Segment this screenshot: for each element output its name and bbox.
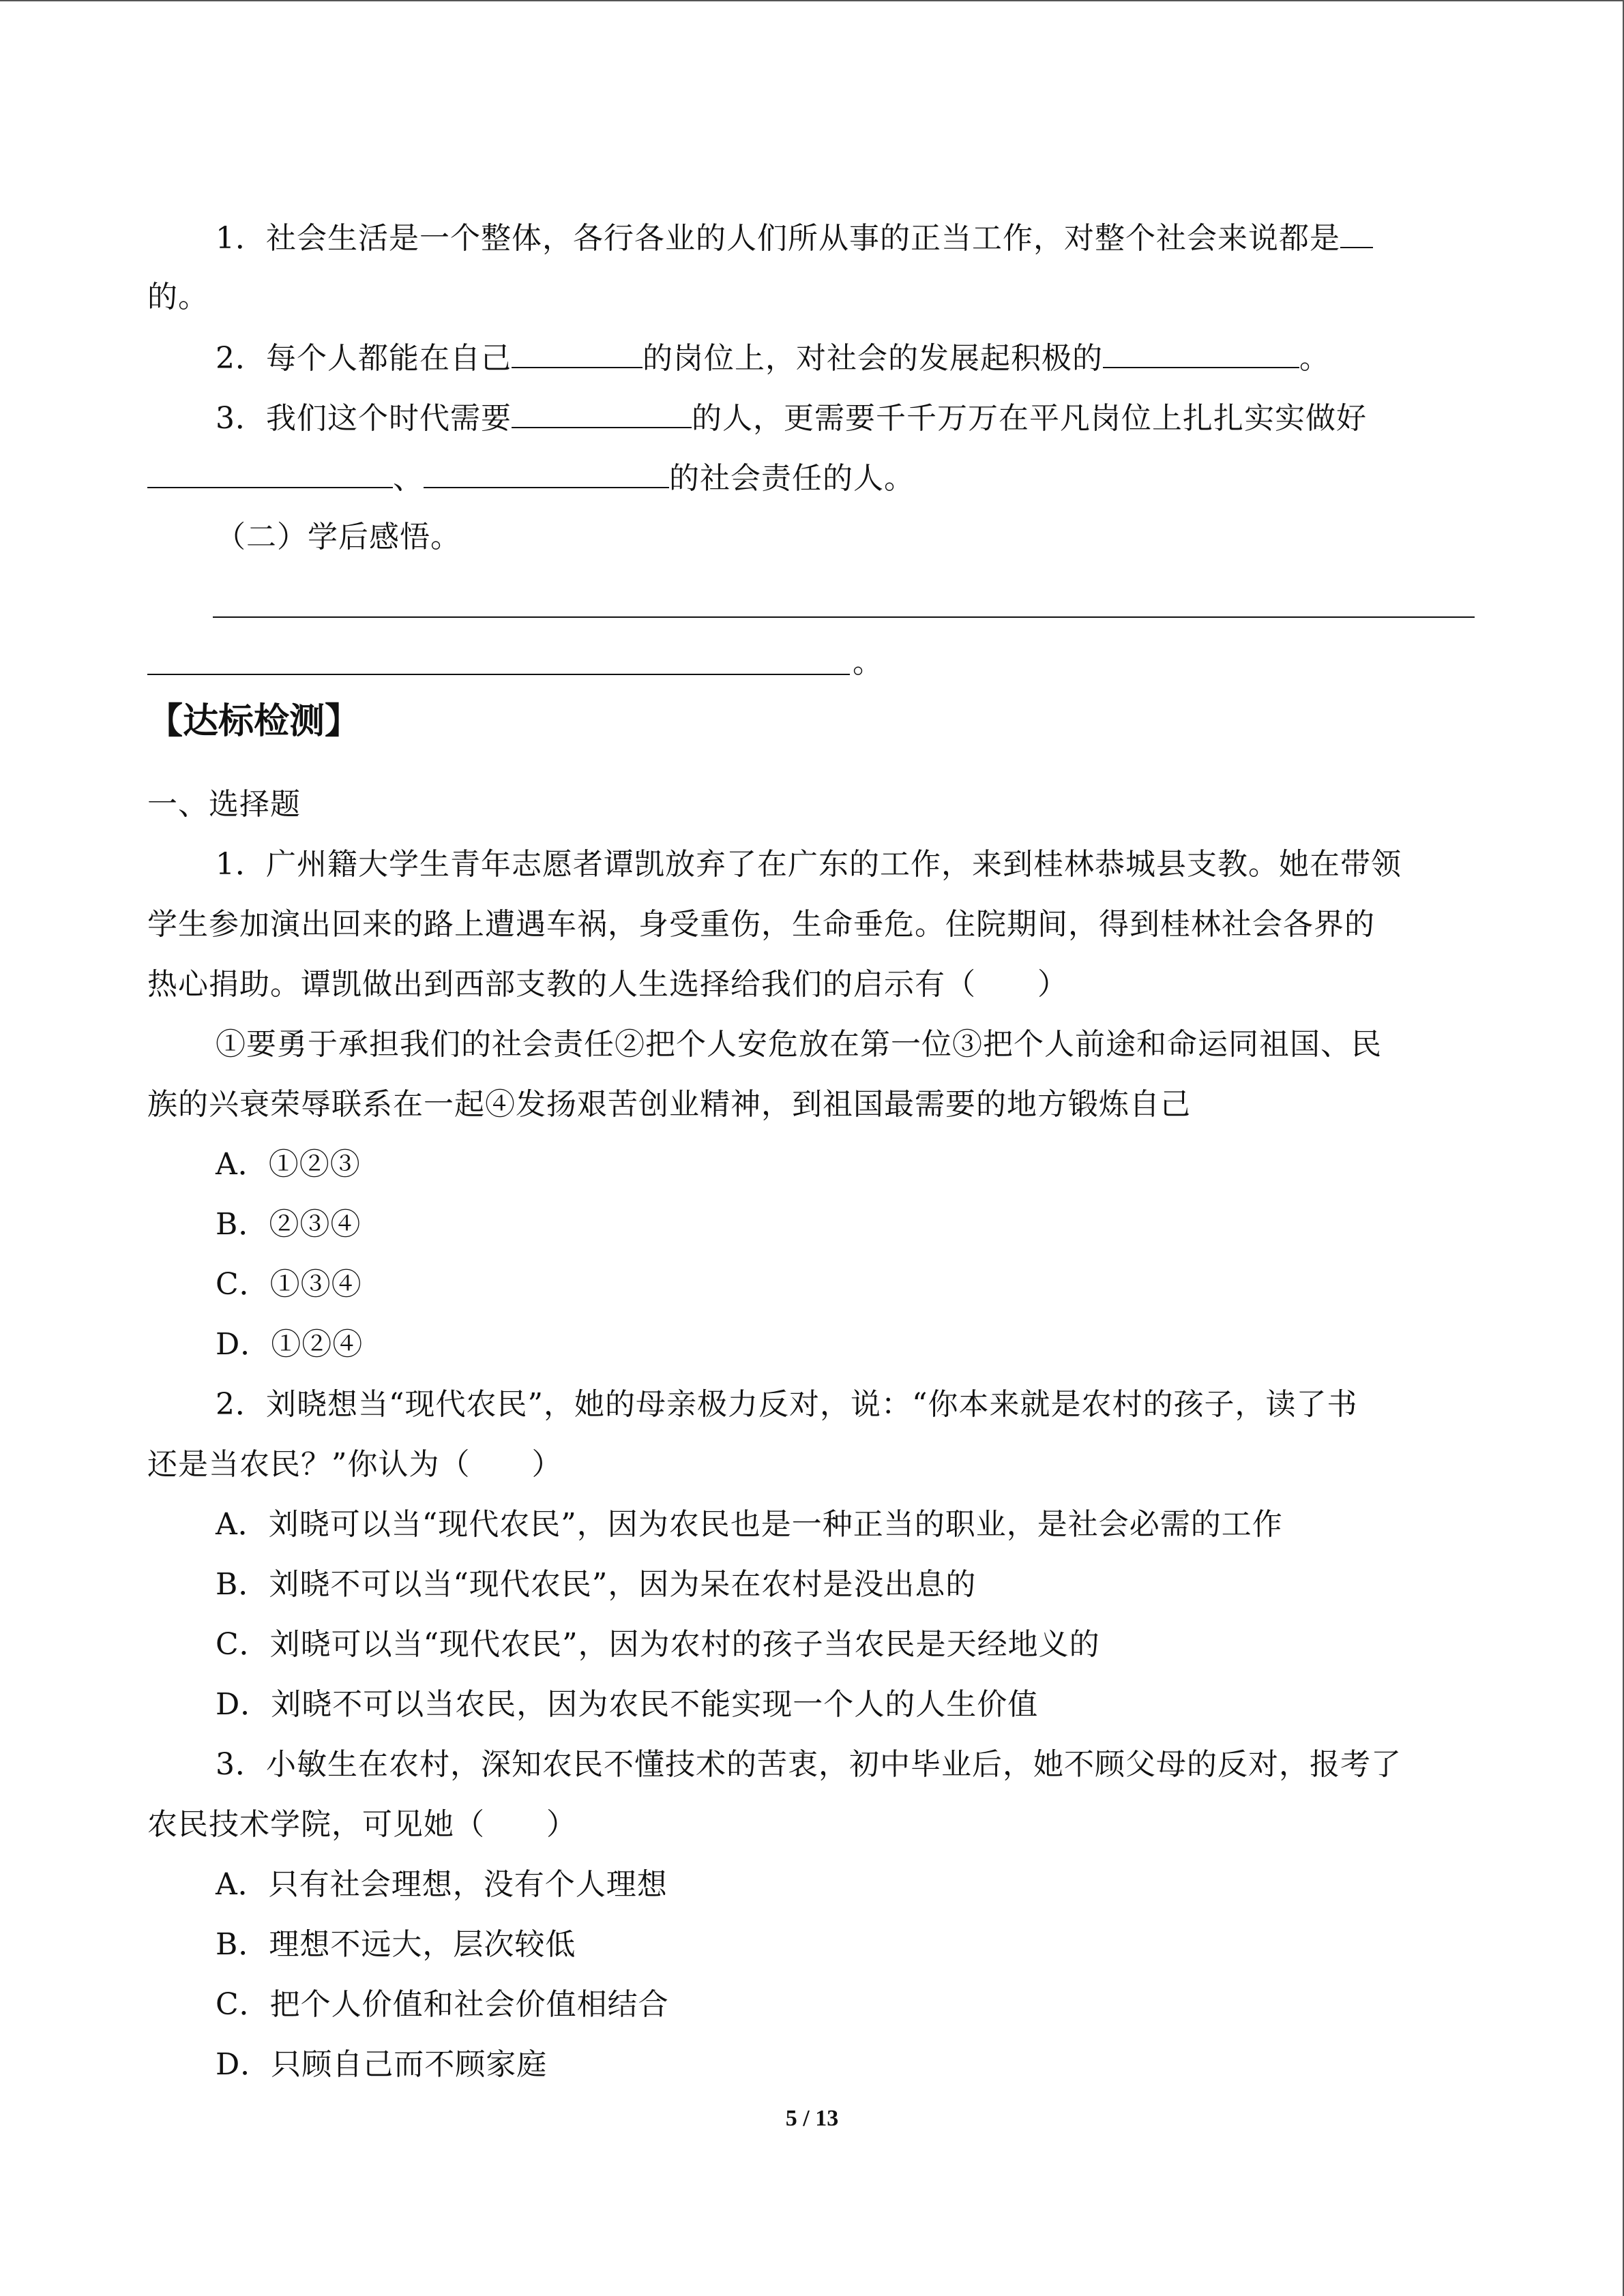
fill-question-3-text-a: 3．我们这个时代需要	[216, 401, 512, 436]
fill-question-1	[216, 217, 1373, 259]
question-1-statements-line	[216, 1024, 1382, 1065]
option-text: B．②③④	[216, 1207, 361, 1242]
statement-text: 族的兴衰荣辱联系在一起④发扬艰苦创业精神，到祖国最需要的地方锻炼自己	[147, 1087, 1191, 1122]
question-2-stem-line	[216, 1384, 1357, 1425]
fill-question-1-continued	[147, 277, 209, 318]
option-text: C．把个人价值和社会价值相结合	[216, 1987, 669, 2022]
question-1-statements-line	[147, 1084, 1191, 1125]
page-number: 5 / 13	[785, 2106, 839, 2131]
option-text: C．刘晓可以当“现代农民”，因为农村的孩子当农民是天经地义的	[216, 1627, 1100, 1662]
section-subtitle	[147, 784, 301, 825]
question-2-option-b	[216, 1564, 976, 1605]
option-text: B．理想不远大，层次较低	[216, 1927, 576, 1962]
question-3-stem-line	[216, 1744, 1402, 1785]
question-2-stem-line	[147, 1444, 563, 1485]
answer-line	[213, 616, 1475, 618]
question-2-option-c	[216, 1624, 1100, 1665]
question-1-stem-line	[216, 844, 1402, 885]
question-text: 热心捐助。谭凯做出到西部支教的人生选择给我们的启示有（ ）	[147, 967, 1068, 1002]
option-text: A．只有社会理想，没有个人理想	[216, 1867, 668, 1902]
fill-question-1-text-end: 的。	[147, 280, 209, 314]
reflection-title	[216, 517, 461, 558]
option-text: A．①②③	[216, 1147, 361, 1182]
fill-question-2-text-c: 。	[1299, 341, 1330, 376]
reflection-title-text: （二）学后感悟。	[216, 520, 461, 554]
fill-question-1-text: 1．社会生活是一个整体，各行各业的人们所从事的正当工作，对整个社会来说都是	[216, 221, 1340, 256]
fill-question-2-text-a: 2．每个人都能在自己	[216, 341, 512, 376]
reflection-end-mark	[853, 642, 883, 683]
question-text: 3．小敏生在农村，深知农民不懂技术的苦衷，初中毕业后，她不顾父母的反对，报考了	[216, 1747, 1402, 1782]
question-text: 2．刘晓想当“现代农民”，她的母亲极力反对，说：“你本来就是农村的孩子，读了书	[216, 1387, 1358, 1422]
statement-text: ①要勇于承担我们的社会责任②把个人安危放在第一位③把个人前途和命运同祖国、民	[216, 1027, 1382, 1062]
fill-blank	[512, 397, 692, 428]
question-3-option-a	[216, 1864, 668, 1905]
fill-question-2	[216, 337, 1330, 379]
question-1-option-c	[216, 1264, 362, 1305]
question-1-option-a	[216, 1144, 361, 1185]
option-text: A．刘晓可以当“现代农民”，因为农民也是一种正当的职业，是社会必需的工作	[216, 1507, 1283, 1542]
fill-question-3-text-c: 、	[393, 461, 424, 496]
fill-question-3-continued	[147, 457, 915, 499]
reflection-end-mark-text: 。	[853, 645, 883, 680]
question-3-stem-line	[147, 1804, 577, 1845]
option-text: B．刘晓不可以当“现代农民”，因为呆在农村是没出息的	[216, 1567, 977, 1602]
question-text: 农民技术学院，可见她（ ）	[147, 1807, 577, 1842]
fill-question-3-text-b: 的人，更需要千千万万在平凡岗位上扎扎实实做好	[692, 401, 1367, 436]
option-text: C．①③④	[216, 1267, 362, 1302]
option-text: D．刘晓不可以当农民，因为农民不能实现一个人的人生价值	[216, 1687, 1039, 1722]
question-text: 1．广州籍大学生青年志愿者谭凯放弃了在广东的工作，来到桂林恭城县支教。她在带领	[216, 847, 1402, 882]
question-text: 还是当农民？”你认为（ ）	[147, 1447, 563, 1482]
fill-question-3-text-d: 的社会责任的人。	[669, 461, 915, 496]
question-1-stem-line	[147, 904, 1375, 945]
option-text: D．①②④	[216, 1327, 364, 1362]
option-text: D．只顾自己而不顾家庭	[216, 2047, 548, 2082]
section-title: 【达标检测】	[147, 701, 361, 742]
question-3-option-b	[216, 1924, 576, 1965]
question-1-option-b	[216, 1204, 361, 1245]
fill-blank	[1103, 337, 1299, 368]
fill-blank	[424, 457, 669, 488]
fill-blank	[147, 457, 393, 488]
fill-question-3	[216, 397, 1367, 439]
question-2-option-a	[216, 1504, 1283, 1545]
section-subtitle-text: 一、选择题	[147, 787, 301, 822]
fill-question-2-text-b: 的岗位上，对社会的发展起积极的	[643, 341, 1103, 376]
fill-blank	[512, 337, 643, 368]
question-3-option-d	[216, 2044, 547, 2085]
fill-blank	[1340, 217, 1373, 248]
question-2-option-d	[216, 1684, 1038, 1725]
question-text: 学生参加演出回来的路上遭遇车祸，身受重伤，生命垂危。住院期间，得到桂林社会各界的	[147, 907, 1375, 942]
question-3-option-c	[216, 1984, 669, 2025]
question-1-option-d	[216, 1324, 363, 1365]
question-1-stem-line	[147, 964, 1068, 1005]
answer-line	[147, 674, 850, 675]
